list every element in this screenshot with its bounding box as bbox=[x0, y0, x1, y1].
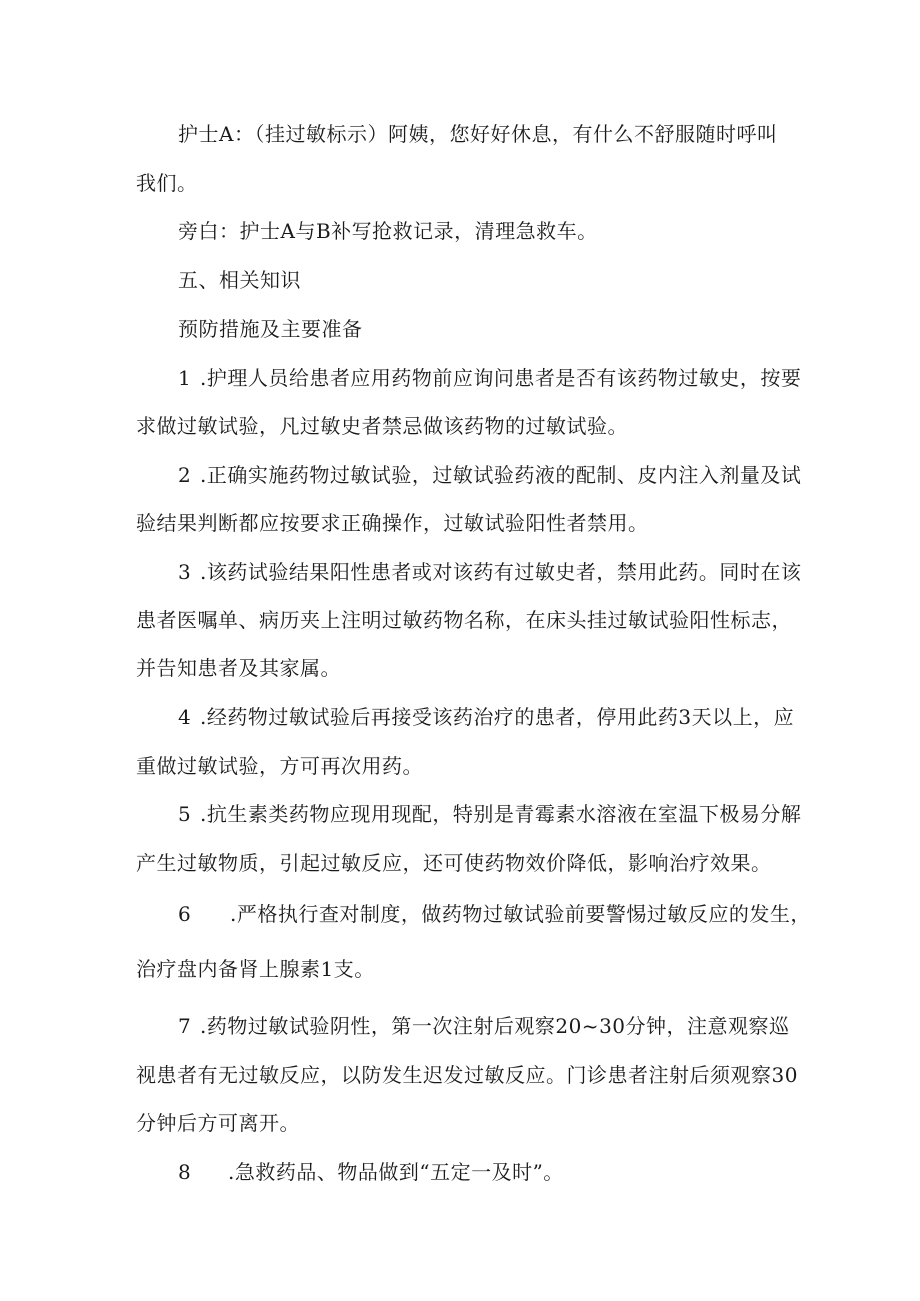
list-item bbox=[178, 365, 801, 391]
list-item bbox=[178, 801, 801, 827]
list-item bbox=[178, 1159, 564, 1185]
item-text: .护理人员给患者应用药物前应询问患者是否有该药物过敏史，按要 bbox=[200, 366, 802, 390]
list-item-cont: 产生过敏物质，引起过敏反应，还可使药物效价降低，影响治疗效果。 bbox=[136, 851, 772, 875]
item-number: 1 bbox=[178, 366, 192, 390]
item-text: .经药物过敏试验后再接受该药治疗的患者，停用此药3天以上，应 bbox=[200, 705, 795, 729]
item-number: 8 bbox=[178, 1160, 192, 1184]
list-item-cont: 治疗盘内备肾上腺素1支。 bbox=[136, 957, 375, 981]
list-item bbox=[178, 1013, 790, 1039]
item-text: .正确实施药物过敏试验，过敏试验药液的配制、皮内注入剂量及试 bbox=[200, 463, 802, 487]
list-item-cont: 视患者有无过敏反应，以防发生迟发过敏反应。门诊患者注射后须观察30 bbox=[136, 1063, 798, 1087]
list-item-cont: 并告知患者及其家属。 bbox=[136, 656, 341, 680]
narration-line: 旁白：护士A与B补写抢救记录，清理急救车。 bbox=[178, 219, 598, 243]
item-text: .严格执行查对制度，做药物过敏试验前要警惕过敏反应的发生， bbox=[230, 902, 811, 926]
item-number: 4 bbox=[178, 705, 192, 729]
item-number: 2 bbox=[178, 463, 192, 487]
list-item-cont: 分钟后方可离开。 bbox=[136, 1111, 300, 1135]
list-item-cont: 验结果判断都应按要求正确操作，过敏试验阳性者禁用。 bbox=[136, 511, 649, 535]
item-text: .抗生素类药物应现用现配，特别是青霉素水溶液在室温下极易分解 bbox=[200, 802, 802, 826]
dialogue-line: 护士A：（挂过敏标示）阿姨，您好好休息，有什么不舒服随时呼叫 bbox=[178, 122, 778, 146]
item-number: 6 bbox=[178, 902, 192, 926]
section-heading: 五、相关知识 bbox=[178, 268, 301, 292]
item-text: .药物过敏试验阴性，第一次注射后观察20~30分钟，注意观察巡 bbox=[200, 1014, 790, 1038]
item-number: 5 bbox=[178, 802, 192, 826]
dialogue-line-cont: 我们。 bbox=[136, 171, 198, 195]
list-item bbox=[178, 704, 794, 730]
list-item-cont: 患者医嘱单、病历夹上注明过敏药物名称，在床头挂过敏试验阳性标志， bbox=[136, 608, 792, 632]
list-item bbox=[178, 901, 811, 927]
list-item bbox=[178, 462, 801, 488]
item-text: .该药试验结果阳性患者或对该药有过敏史者，禁用此药。同时在该 bbox=[200, 560, 802, 584]
subheading: 预防措施及主要准备 bbox=[178, 317, 363, 341]
list-item bbox=[178, 559, 801, 585]
item-number: 7 bbox=[178, 1014, 192, 1038]
item-number: 3 bbox=[178, 560, 192, 584]
list-item-cont: 重做过敏试验，方可再次用药。 bbox=[136, 754, 423, 778]
item-text: .急救药品、物品做到“五定一及时”。 bbox=[228, 1160, 564, 1184]
list-item-cont: 求做过敏试验，凡过敏史者禁忌做该药物的过敏试验。 bbox=[136, 414, 628, 438]
